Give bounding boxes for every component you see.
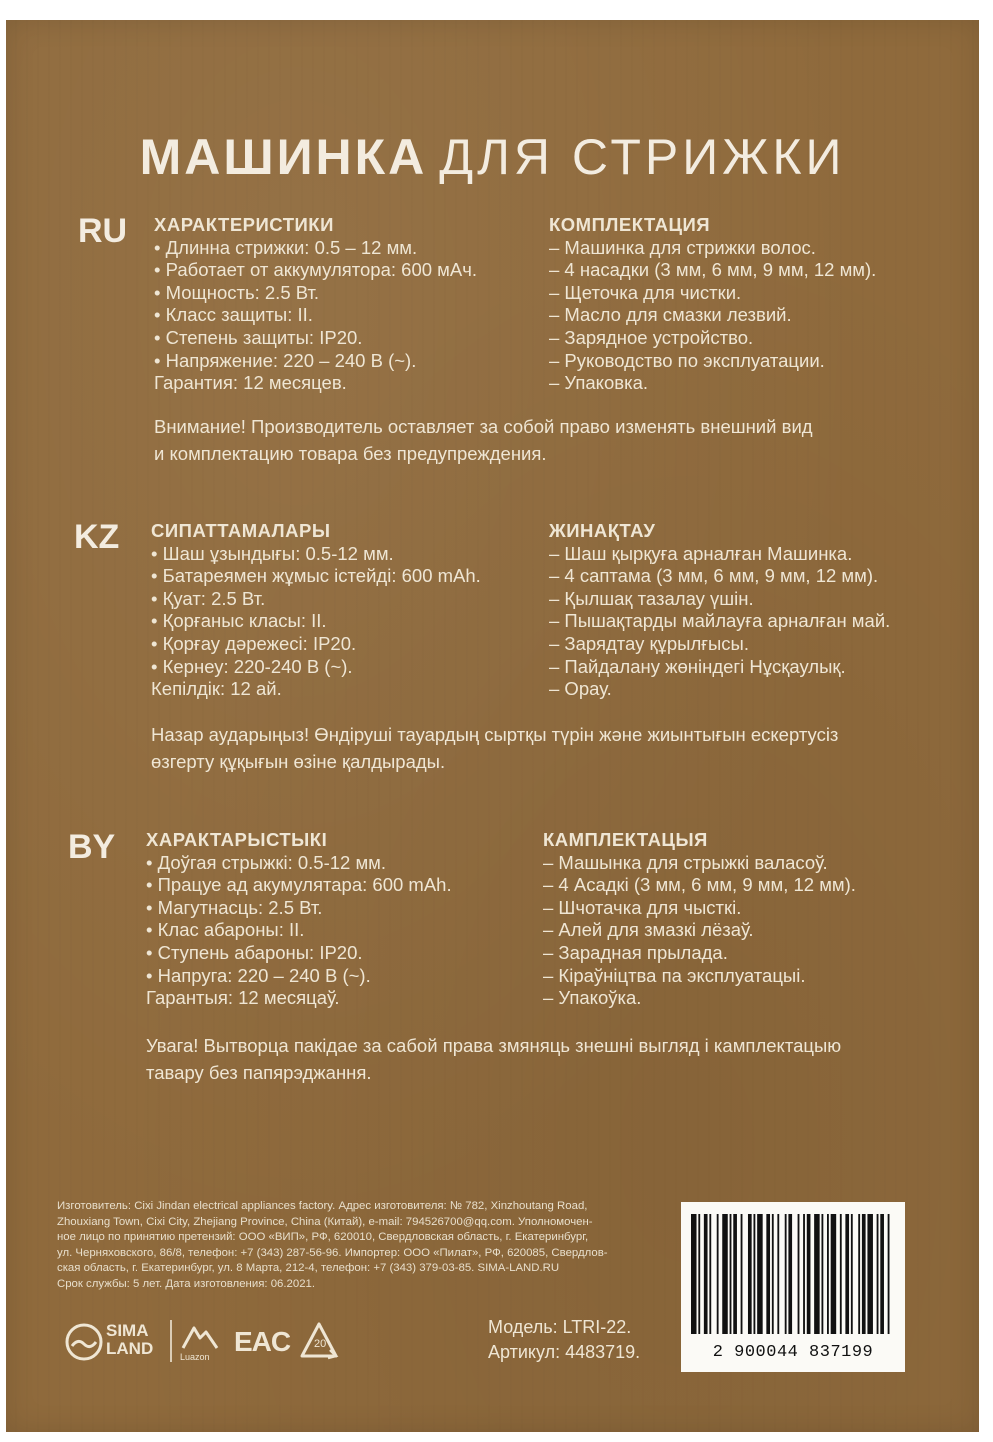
barcode-bar (827, 1214, 829, 1334)
barcode-image (691, 1214, 895, 1334)
kz-kit-heading: ЖИНАҚТАУ (549, 520, 656, 541)
footer-line: ул. Черняховского, 86/8, телефон: +7 (343) 287-56-96. Импортер: ООО «Пилат», РФ, 620085, Свердлов- (57, 1246, 608, 1259)
kz-warranty: Кепілдік: 12 ай. (151, 678, 282, 700)
title-bold: МАШИНКА (139, 129, 428, 185)
barcode-bar (766, 1214, 770, 1334)
ru-kit-2: – 4 насадки (3 мм, 6 мм, 9 мм, 12 мм). (549, 259, 877, 281)
by-note-line-1: Увага! Вытворца пакідае за сабой права змяняць знешні выгляд і камплектацыю (146, 1035, 842, 1056)
ru-spec-2: • Работает от аккумулятора: 600 мАч. (154, 259, 478, 281)
ru-warranty: Гарантия: 12 месяцев. (154, 372, 347, 394)
by-kit-7: – Упакоўка. (543, 987, 642, 1009)
sima-land-bottom: LAND (106, 1339, 154, 1358)
by-kit-1: – Машынка для стрыжкі валасоў. (543, 851, 828, 873)
manufacturer-info (57, 1199, 657, 1292)
kz-specs (151, 520, 481, 701)
barcode-bar (704, 1214, 708, 1334)
ru-kit-3: – Щеточка для чистки. (549, 281, 742, 303)
kz-note-line-2: өзгерту құқығын өзіне қалдырады. (151, 751, 446, 772)
model-number: Модель: LTRI-22. (488, 1317, 632, 1337)
by-spec-4: • Клас абароны: II. (146, 919, 305, 941)
ru-spec-4: • Класс защиты: II. (154, 304, 313, 326)
footer-line: ская область, г. Екатеринбург, ул. 8 Марта, 212-4, телефон: +7 (343) 379-03-85. SIMA-LAND.RU (57, 1262, 560, 1274)
by-kit-6: – Кіраўніцтва па эксплуатацыі. (543, 964, 806, 986)
barcode-bar (722, 1214, 728, 1334)
barcode-bar (814, 1214, 820, 1334)
ru-note-line-1: Внимание! Производитель оставляет за собой право изменять внешний вид (154, 416, 813, 437)
logos-row (64, 1318, 354, 1366)
barcode-bar (858, 1214, 860, 1334)
article-number: Артикул: 4483719. (488, 1342, 641, 1362)
ru-spec-6: • Напряжение: 220 – 240 В (~). (154, 349, 417, 371)
eac-mark: EAC (234, 1326, 291, 1357)
by-spec-1: • Доўгая стрыжкі: 0.5-12 мм. (146, 851, 387, 873)
barcode-bar (785, 1214, 787, 1334)
barcode-bar (867, 1214, 873, 1334)
lang-code-ru: RU (78, 212, 128, 250)
barcode-bar (717, 1214, 719, 1334)
by-spec-5: • Ступень абароны: IP20. (146, 941, 363, 963)
barcode-bar (741, 1214, 743, 1334)
barcode-bar (730, 1214, 732, 1334)
ru-kit-4: – Масло для смазки лезвий. (549, 304, 792, 326)
footer-line: Zhouxiang Town, Cixi City, Zhejiang Province, China (Китай), e-mail: 794526700@qq.com. Уполномочен- (57, 1215, 593, 1228)
by-kit-heading: КАМПЛЕКТАЦЫЯ (543, 829, 708, 850)
kz-spec-5: • Қорғау дәрежесі: IP20. (151, 632, 357, 654)
by-kit-3: – Шчотачка для чысткі. (543, 896, 742, 918)
footer-line: Срок службы: 5 лет. Дата изготовления: 06.2021. (57, 1277, 316, 1290)
by-spec-3: • Магутнасць: 2.5 Вт. (146, 896, 323, 918)
barcode-bar (757, 1214, 763, 1334)
barcode-bar (821, 1214, 823, 1334)
sima-land-top: SIMA (106, 1321, 149, 1340)
barcode-bar (777, 1214, 779, 1334)
barcode-number: 2 900044 837199 (712, 1343, 874, 1362)
barcode-bar (698, 1214, 700, 1334)
lang-code-kz: KZ (74, 518, 120, 556)
barcode-label (681, 1202, 905, 1372)
ru-kit-7: – Упаковка. (549, 372, 649, 394)
ru-note-line-2: и комплектацию товара без предупреждения. (154, 443, 547, 464)
ru-kit-5: – Зарядное устройство. (549, 326, 754, 348)
by-note (146, 1032, 841, 1086)
barcode-bar (753, 1214, 755, 1334)
ru-specs (154, 214, 477, 395)
kz-spec-1: • Шаш ұзындығы: 0.5-12 мм. (151, 542, 394, 564)
kz-spec-6: • Кернеу: 220-240 В (~). (151, 655, 353, 677)
barcode-bar (851, 1214, 853, 1334)
barcode-bar (831, 1214, 837, 1334)
by-spec-2: • Працуе ад акумулятара: 600 mAh. (146, 874, 452, 896)
barcode-bar (880, 1214, 884, 1334)
barcode-bar (709, 1214, 711, 1334)
by-kit (543, 829, 856, 1010)
ru-note (154, 413, 813, 467)
by-note-line-2: тавару без папярэджання. (146, 1062, 372, 1083)
barcode-bar (845, 1214, 849, 1334)
barcode-bar (748, 1214, 752, 1334)
ru-spec-heading: ХАРАКТЕРИСТИКИ (154, 214, 334, 235)
barcode-bar (807, 1214, 811, 1334)
kz-kit-1: – Шаш қырқуға арналған Машинка. (549, 542, 853, 564)
title-light: ДЛЯ СТРИЖКИ (439, 129, 846, 185)
product-title (6, 128, 979, 186)
logo-divider (170, 1320, 172, 1362)
kz-kit-7: – Орау. (549, 678, 612, 700)
barcode-bar (798, 1214, 800, 1334)
by-kit-2: – 4 Асадкі (3 мм, 6 мм, 9 мм, 12 мм). (543, 874, 856, 896)
ru-spec-5: • Степень защиты: IP20. (154, 326, 363, 348)
by-spec-6: • Напруга: 220 – 240 В (~). (146, 964, 371, 986)
barcode-bar (840, 1214, 842, 1334)
kz-note (151, 721, 838, 775)
by-kit-4: – Алей для змазкі лёзаў. (543, 919, 754, 941)
ru-spec-1: • Длинна стрижки: 0.5 – 12 мм. (154, 236, 418, 258)
barcode-bar (877, 1214, 879, 1334)
sima-land-wave-icon (64, 1322, 104, 1362)
by-spec-heading: ХАРАКТАРЫСТЫКІ (146, 829, 328, 850)
kz-kit-6: – Пайдалану жөніндегі Нұсқаулық. (549, 655, 846, 677)
barcode-bar (772, 1214, 774, 1334)
ru-kit-1: – Машинка для стрижки волос. (549, 236, 816, 258)
barcode-bar (691, 1214, 697, 1334)
kz-kit-5: – Зарядтау құрылғысы. (549, 632, 749, 654)
luazon-logo-text: Luazon (180, 1352, 210, 1362)
ru-kit-6: – Руководство по эксплуатации. (549, 349, 825, 371)
barcode-bar (803, 1214, 805, 1334)
barcode-bar (862, 1214, 866, 1334)
by-warranty: Гарантыя: 12 месяцаў. (146, 987, 340, 1009)
kz-spec-4: • Қорғаныс класы: II. (151, 610, 327, 632)
footer-line: ное лицо по принятию претензий: ООО «ВИП», РФ, 620010, Свердловская область, г. Екатеринбург, (57, 1231, 589, 1243)
kz-spec-3: • Қуат: 2.5 Вт. (151, 587, 266, 609)
kz-kit-2: – 4 саптама (3 мм, 6 мм, 9 мм, 12 мм). (549, 565, 879, 587)
luazon-mountain-icon (180, 1322, 220, 1352)
recycle-code: 20 (314, 1338, 327, 1350)
ru-kit-heading: КОМПЛЕКТАЦИЯ (549, 214, 711, 235)
ru-kit (549, 214, 876, 395)
ru-spec-3: • Мощность: 2.5 Вт. (154, 281, 320, 303)
kz-note-line-1: Назар аударыңыз! Өндіруші тауардың сыртқы түрін және жиынтығын ескертусіз (151, 724, 839, 745)
kz-kit (549, 520, 890, 701)
lang-code-by: BY (68, 828, 116, 866)
kz-spec-heading: СИПАТТАМАЛАРЫ (151, 520, 331, 541)
kz-kit-4: – Пышақтарды майлауға арналған май. (549, 610, 891, 632)
by-kit-5: – Зарадная прылада. (543, 941, 728, 963)
barcode-bar (888, 1214, 890, 1334)
sima-land-logo (106, 1322, 153, 1358)
barcode-bar (788, 1214, 792, 1334)
kz-kit-3: – Қылшақ тазалау үшін. (549, 587, 754, 609)
kz-spec-2: • Батареямен жұмыс істейді: 600 mAh. (151, 565, 481, 587)
barcode-bar (733, 1214, 737, 1334)
footer-line: Изготовитель: Cixi Jindan electrical appliances factory. Адрес изготовителя: № 782, Xinzhoutang Road, (57, 1200, 588, 1212)
by-specs (146, 829, 452, 1010)
model-info (488, 1315, 640, 1365)
